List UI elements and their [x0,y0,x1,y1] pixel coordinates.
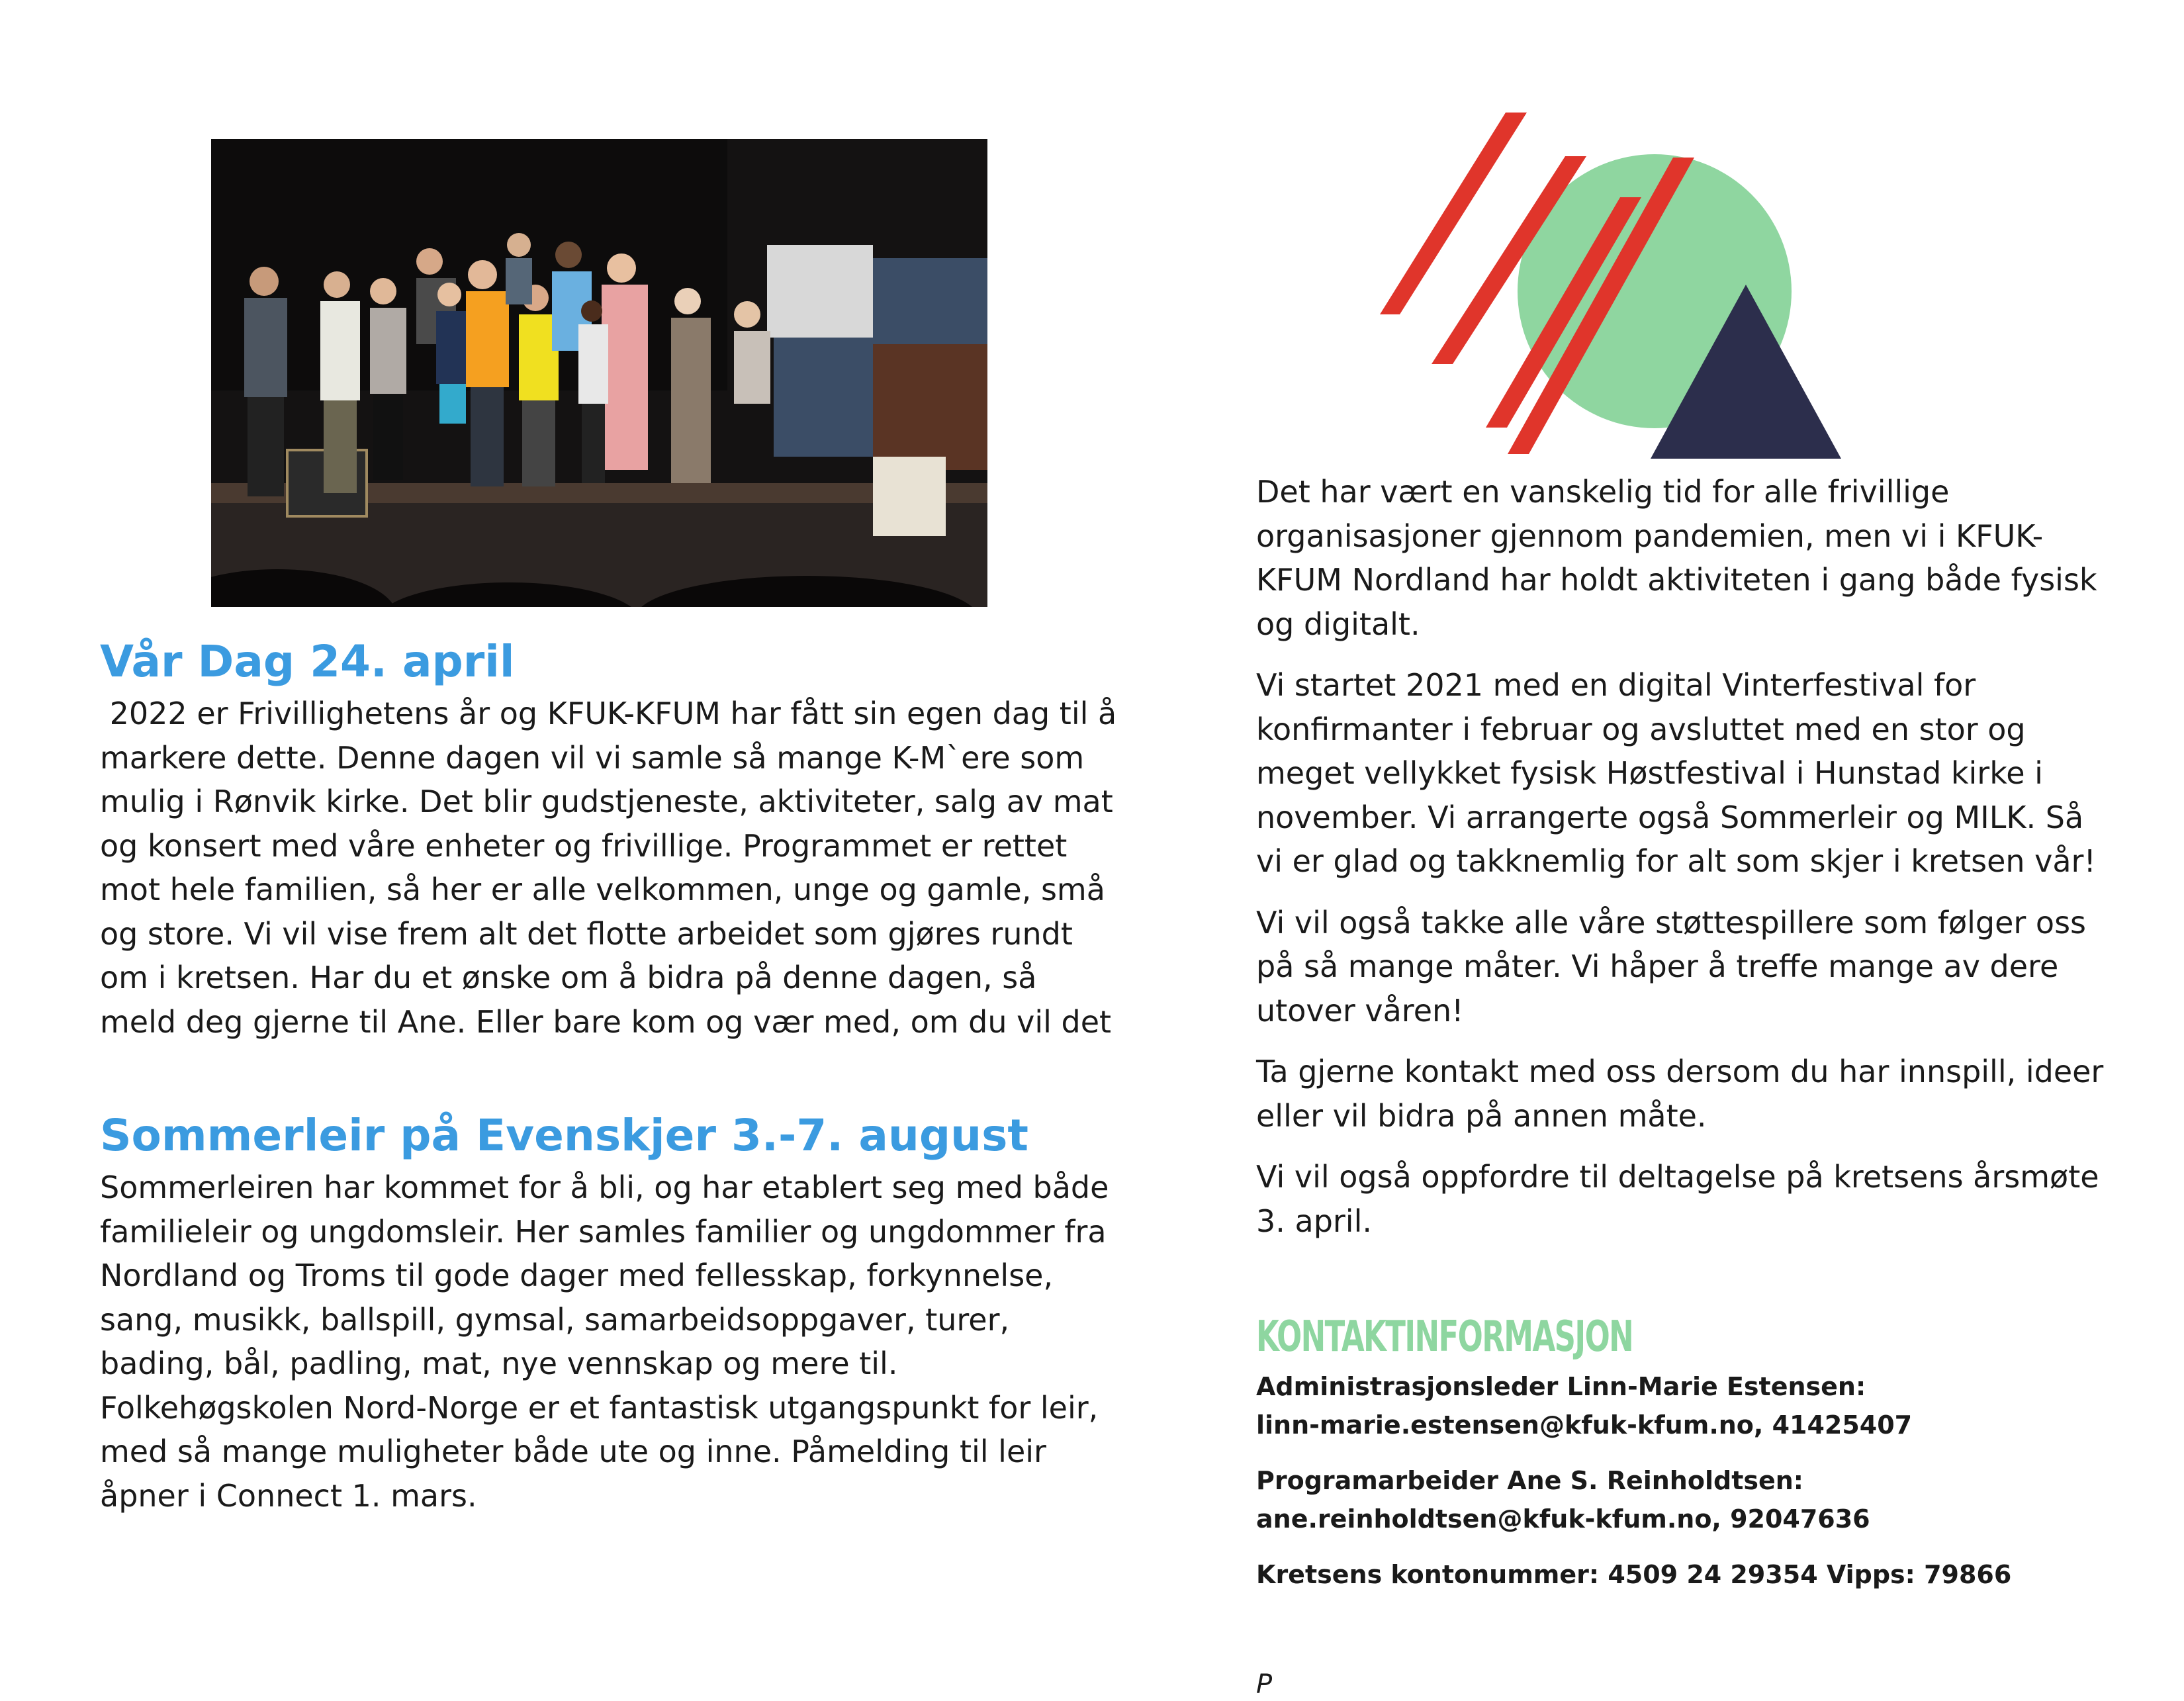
section-paragraph-sommerleir: Sommerleiren har kommet for å bli, og har etablert seg med både familieleir og ungdomsleir. Her samles familier og ungdommer fra Nordland og Troms til gode dager med fellesskap, forkynnelse, sang, musikk, ballspill, gymsal, samarbeidsoppgaver, turer, bading, bål, padling, mat, nye vennskap og mere til. Folkehøgskolen Nord-Norge er et fantastisk utgangspunkt for leir, med så mange muligheter både ute og inne. Påmelding til leir åpner i Connect 1. mars. [100,1170,1109,1514]
left-column [100,632,1126,1518]
section-sommerleir [100,1106,1119,1518]
contact-title: KONTAKTINFORMASJON [1256,1312,1633,1361]
contact-program-name: Programarbeider Ane S. Reinholdtsen: [1256,1466,1804,1495]
right-paragraph-1: Det har vært en vanskelig tid for alle frivillige organisasjoner gjennom pandemien, men vi i KFUK-KFUM Nordland har holdt aktiviteten i gang både fysisk og digitalt. [1256,474,2097,642]
choir-photo-illustration [211,139,987,607]
right-paragraph-2: Vi startet 2021 med en digital Vinterfestival for konfirmanter i februar og avsluttet med en stor og meget vellykket fysisk Høstfestival i Hunstad kirke i november. Vi arrangerte også Sommerleir og MILK. Så vi er glad og takknemlig for alt som skjer i kretsen vår! [1256,667,2096,879]
contact-account-number: Kretsens kontonummer: 4509 24 29354 Vipps: 79866 [1256,1560,2012,1589]
right-column [1256,470,2110,1260]
page-letter: P [1256,1669,1273,1700]
logo-shapes [1380,111,1843,462]
contact-admin-name: Administrasjonsleder Linn-Marie Estensen: [1256,1372,1866,1401]
section-heading-var-dag: Vår Dag 24. april [100,636,515,687]
contact-admin-email[interactable]: linn-marie.estensen@kfuk-kfum.no, 41425407 [1256,1410,1913,1440]
contact-program [1256,1461,2110,1538]
section-paragraph-var-dag: 2022 er Frivillighetens år og KFUK-KFUM har fått sin egen dag til å markere dette. Denne dagen vil vi samle så mange K-M`ere som mulig i Rønvik kirke. Det blir gudstjeneste, aktiviteter, salg av mat og konsert med våre enheter og frivillige. Programmet er rettet mot hele familien, så her er alle velkommen, unge og gamle, små og store. Vi vil vise frem alt det flotte arbeidet som gjøres rundt om i kretsen. Har du et ønske om å bidra på denne dagen, så meld deg gjerne til Ane. Eller bare kom og vær med, om du vil det [100,696,1126,1040]
right-paragraph-4: Ta gjerne kontakt med oss dersom du har innspill, ideer eller vil bidra på annen måte. [1256,1054,2104,1134]
contact-admin [1256,1367,2110,1444]
contact-section [1256,1310,2110,1611]
contact-account [1256,1555,2110,1594]
kfuk-kfum-logo [1380,111,1843,462]
right-paragraph-5: Vi vil også oppfordre til deltagelse på kretsens årsmøte 3. april. [1256,1159,2099,1239]
choir-photo [211,139,987,607]
section-heading-sommerleir: Sommerleir på Evenskjer 3.-7. august [100,1110,1028,1161]
contact-program-email[interactable]: ane.reinholdtsen@kfuk-kfum.no, 92047636 [1256,1504,1870,1534]
right-paragraph-3: Vi vil også takke alle våre støttespillere som følger oss på så mange måter. Vi håper å treffe mange av dere utover våren! [1256,904,2086,1029]
